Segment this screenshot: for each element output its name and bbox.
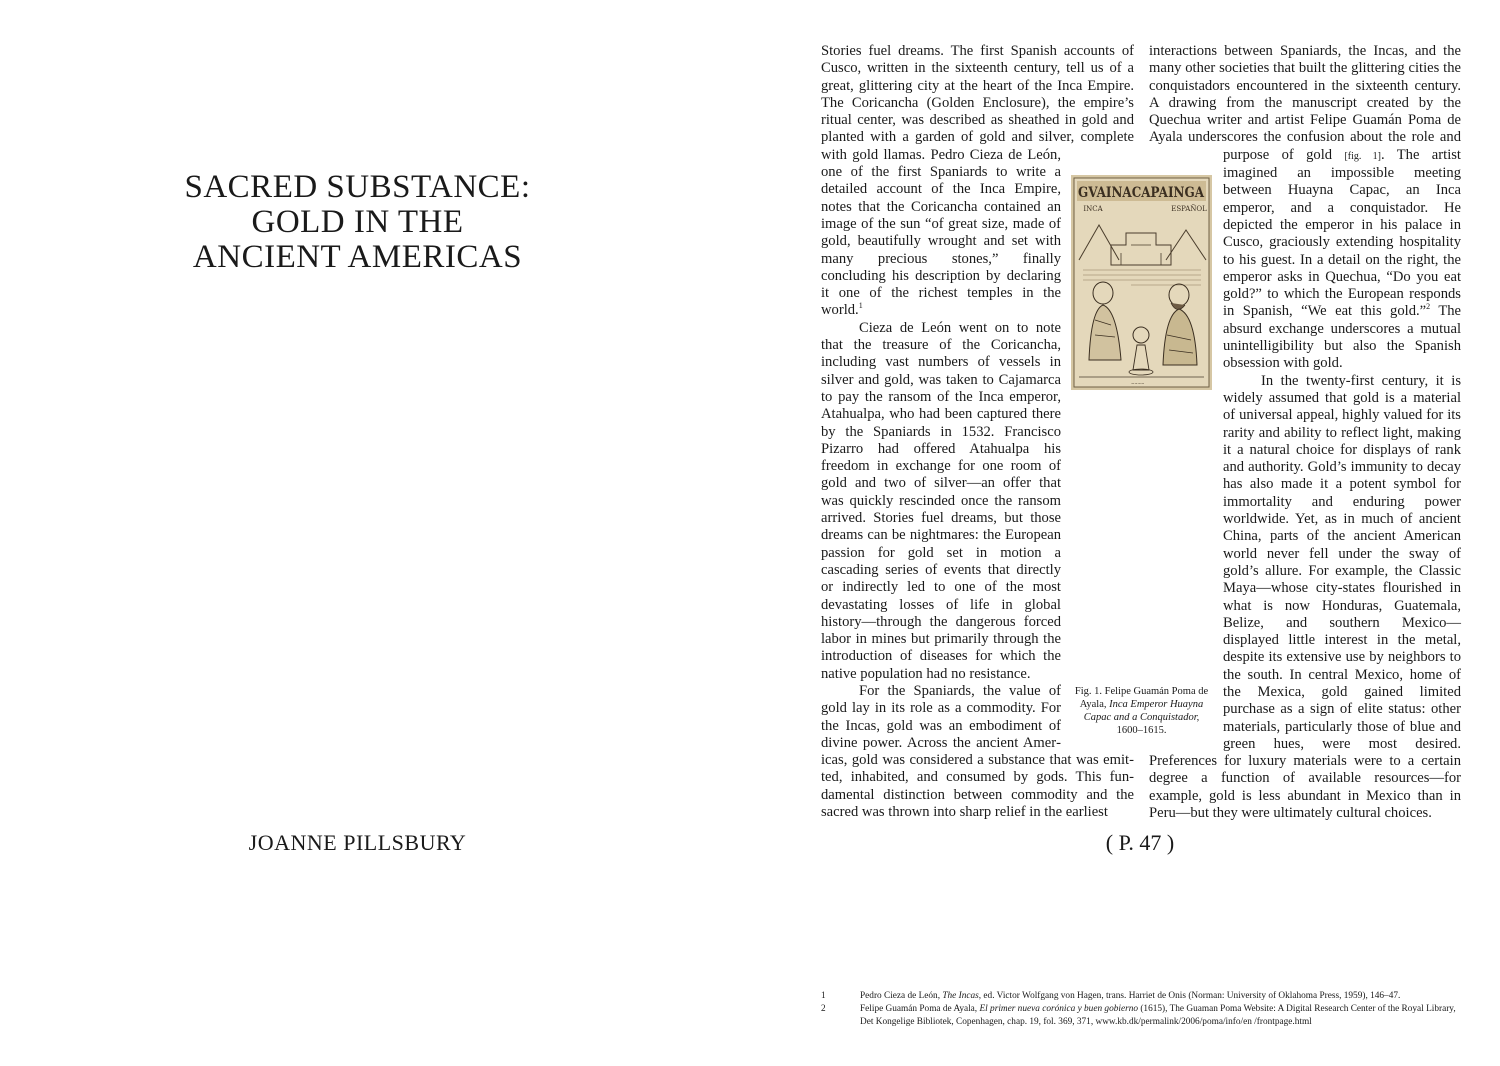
footnote-text: [860, 1003, 1461, 1029]
caption-text: Fig. 1. Felipe Guamán Poma de Ayala,: [1074, 686, 1209, 710]
svg-text:INCA: INCA: [1083, 205, 1103, 213]
figure-1-caption: [1071, 685, 1212, 737]
footnote-ref-1: 1: [858, 301, 863, 311]
footnote-1: [821, 990, 1461, 1003]
footnote-title: The Incas: [942, 991, 979, 1001]
svg-text:~~~~: ~~~~: [1131, 381, 1145, 386]
paragraph-3: For the Spaniards, the value of gold lay in its role as a commodity. For the Incas, gold was an embodiment of divine power. Across the ancient Americas, gold was considered a substance that was emitted, inhabited, and consumed by gods. This fundamental distinction between commodity and the sacred was thrown into sharp relief in the earliest: [821, 682, 1134, 821]
paragraph-4-text-c: The absurd exchange underscores a mutual unintelligibility but also the Spanish obsession with gold.: [1223, 303, 1462, 372]
caption-date: 1600–1615.: [1116, 725, 1167, 736]
title-line-3: ANCIENT AMERICAS: [192, 239, 523, 275]
footnote-title: El primer nueva corónica y buen gobierno: [979, 1004, 1138, 1014]
footnote-number: 1: [821, 991, 826, 1001]
paragraph-2: Cieza de León went on to note that the treasure of the Coricancha, including vast numbers of vessels in silver and gold, was taken to Cajamarca to pay the ransom of the Inca emperor, Atahualpa, who had been captured there by the Spaniards in 1532. Francisco Pizarro had offered Atahualpa his freedom in exchange for one room of gold and two of silver—an offer that was quickly rescinded once the ransom arrived. Stories fuel dreams, but those dreams can be nightmares: the European passion for gold set in motion a cascading series of events that directly or indirectly led to one of the most devastating losses of life in global history—through the dangerous forced labor in mines but primarily through the introduction of diseases for which the native population had no resistance.: [821, 319, 1061, 682]
footnote-text: [860, 990, 1461, 1003]
paragraph-5: In the twenty-first century, it is widely assumed that gold is a material of universal appeal, highly valued for its rarity and ability to reflect light, making it a natural choice for displays of rank and authority. Gold’s immunity to decay has also made it a potent symbol for immortality and enduring power worldwide. Yet, as in much of ancient China, parts of the ancient American world never fell under the sway of gold’s allure. For example, the Classic Maya—whose city-states flourished in what is now Honduras, Guatemala, Belize, and southern Mexico—displayed little interest in the metal, despite its extensive use by neighbors to the south. In central Mexico, home of the Mexica, gold gained limited purchase as a sign of elite status: other materials, particularly those of blue and green hues, were most desired. Preferences for luxury materials were to a certain degree a function of available resources—for example, gold is less abundant in Mexico than in Peru—but they were ultimately cultural choices.: [1149, 372, 1461, 822]
footnote-text-b: , ed. Victor Wolfgang von Hagen, trans. Harriet de Onis (Norman: University of Oklahoma Press, 1959), 146–47.: [978, 991, 1401, 1001]
paragraph-4-text-b: . The artist imagined an impossible meeting between Huayna Capac, an Inca emperor, and a conquistador. He depicted the emperor in his palace in Cusco, graciously extending hospitality to his guest. In a detail on the right, the emperor asks in Quechua, “Do you eat gold?” to which the European responds in Spanish, “We eat this gold.”: [1223, 146, 1461, 320]
paragraph-1-text: Stories fuel dreams. The first Spanish accounts of Cusco, written in the sixteenth century, tell us of a great, glittering city at the heart of the Inca Empire. The Coricancha (Golden Enclosure), the empire’s ritual center, was described as sheathed in gold and planted with a garden of gold and silver, complete with gold llamas. Pedro Cieza de León, one of the first Spaniards to write a detailed account of the Inca Empire, notes that the Coricancha contained an image of the sun “of great size, made of gold, beautifully wrought and set with many precious stones,” finally concluding his description by declaring it one of the richest temples in the world.: [821, 43, 1134, 319]
figure-ref: [fig. 1]: [1344, 150, 1381, 162]
footnotes: [821, 990, 1461, 1029]
figure-1-image: [1071, 175, 1212, 390]
footnote-ref-2: 2: [1426, 302, 1431, 312]
footnote-number: 2: [821, 1004, 826, 1014]
figure-drawing-inscription: GVAINACAPAINGA: [1078, 185, 1205, 201]
author-name: JOANNE PILLSBURY: [248, 830, 467, 855]
title-line-1: SACRED SUBSTANCE:: [184, 169, 531, 205]
chapter-title: [170, 170, 545, 275]
title-line-2: GOLD IN THE: [251, 204, 464, 240]
page-number: ( P. 47 ): [1105, 830, 1175, 855]
figure-drawing-label: ESPAÑOL: [1171, 205, 1207, 213]
paragraph-4-text-a: interactions between Spaniards, the Incas, and the many other societies that built the glittering cities the conquistadors encountered in the sixteenth century. A drawing from the manuscript created by the Quechua writer and artist Felipe Guamán Poma de Ayala underscores the confusion about the role and purpose of gold: [1149, 43, 1461, 163]
footnote-text-a: Felipe Guamán Poma de Ayala,: [860, 1004, 980, 1014]
footnote-2: [821, 1003, 1461, 1029]
caption-title: Inca Emperor Huayna Capac and a Conquistador,: [1083, 699, 1204, 723]
footnote-text-a: Pedro Cieza de León,: [860, 991, 943, 1001]
footnote-text-b: (1615), The Guaman Poma Website: A Digital Research Center of the Royal Library, Det Kongelige Bibliotek, Copenhagen, chap. 19, fol. 369, 371, www.kb.dk/permalink/2006/poma/info/en /frontpage.html: [860, 1004, 1456, 1027]
